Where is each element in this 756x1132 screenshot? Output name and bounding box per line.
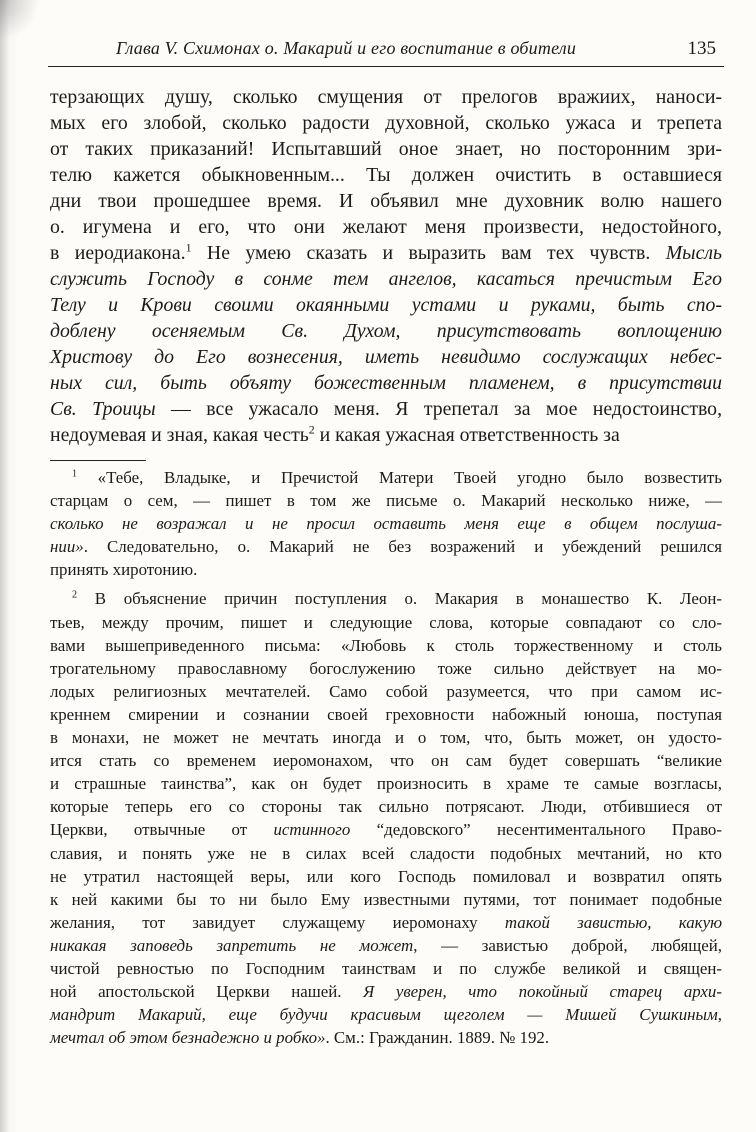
- text-run: . См.: Гражданин. 1889. № 192.: [325, 1028, 550, 1048]
- text-run: не утратил настоящей веры, или кого Господь помиловал и возвратил опять: [50, 866, 722, 886]
- text-run: дни твои прошедшее время. И объявил мне духовник волю нашего: [50, 190, 722, 212]
- text-run: “дедовского” несентиментального Право-: [350, 820, 722, 840]
- text-run: и страшные таинства”, как он будет произносить в храме те самые возгласы,: [50, 774, 722, 794]
- footnote-line: [50, 634, 722, 657]
- footnote-line: [50, 489, 722, 512]
- body-text-line: [50, 188, 722, 214]
- body-text-line: [50, 344, 722, 370]
- text-run: в иеродиакона.: [50, 242, 186, 264]
- footnote-line: [50, 512, 722, 535]
- text-run: истинного: [273, 820, 351, 840]
- text-run: Церкви, отвычные от: [50, 820, 274, 840]
- body-text-line: [50, 266, 722, 292]
- body-text-line: [50, 110, 722, 136]
- text-run: желания, тот завидует служащему иеромонаху: [50, 912, 505, 932]
- body-text-line: [50, 240, 722, 266]
- text-run: ных сил, быть объяту божественным пламенем, в присутствии: [50, 372, 722, 394]
- text-run: служить Господу в сонме тем ангелов, касаться пречистым Его: [50, 268, 722, 290]
- footnote-line: [50, 1026, 722, 1049]
- body-text-line: [50, 318, 722, 344]
- body-text-line: [50, 422, 722, 448]
- text-run: принять хиротонию.: [50, 560, 198, 580]
- text-run: чистой ревностью по Господним таинствам и по службе великой и священ-: [50, 958, 722, 978]
- footnote-marker: 1: [185, 240, 192, 255]
- footnote-line: [50, 888, 722, 911]
- footnote-1: [50, 466, 722, 581]
- footnote-line: [50, 911, 722, 934]
- footnote-2: [50, 587, 722, 1049]
- text-run: . Следовательно, о. Макарий не без возражений и убеждений решился: [83, 537, 722, 557]
- text-run: никакая заповедь запретить не может: [50, 935, 414, 955]
- text-run: тьев, между прочим, пишет и следующие слова, которые совпадают со сло-: [50, 612, 722, 632]
- text-run: Мысль: [665, 242, 722, 264]
- text-run: Не умею сказать и выразить вам тех чувств.: [191, 242, 666, 264]
- footnote-line: [50, 934, 722, 957]
- scan-edge-shadow: [0, 0, 18, 1132]
- footnote-line: [50, 680, 722, 703]
- footnote-line: [50, 558, 722, 581]
- text-run: Св. Троицы: [50, 398, 156, 420]
- body-text-line: [50, 84, 722, 110]
- footnote-line: [50, 842, 722, 865]
- text-run: нии»: [50, 537, 84, 557]
- body-text-line: [50, 162, 722, 188]
- text-run: Я уверен, что покойный старец архи-: [363, 982, 722, 1002]
- text-run: сколько не возражал и не просил оставить меня еще в общем послуша-: [50, 514, 722, 534]
- body-text-line: [50, 214, 722, 240]
- body-text-line: [50, 136, 722, 162]
- text-run: старцам о сем, — пишет в том же письме о. Макарий несколько ниже, —: [50, 491, 722, 511]
- body-text-line: [50, 370, 722, 396]
- text-run: — все ужасало меня. Я трепетал за мое недостоинство,: [155, 398, 723, 420]
- text-run: и какая ужасная ответственность за: [314, 424, 620, 446]
- footnote-line: [50, 795, 722, 818]
- footnote-line: [50, 772, 722, 795]
- footnote-line: [50, 703, 722, 726]
- text-run: о. игумена и его, что они желают меня произвести, недостойного,: [50, 216, 722, 238]
- text-run: от таких приказаний! Испытавший оное знает, но посторонним зри-: [50, 138, 722, 160]
- footnote-line: [50, 865, 722, 888]
- footnote-line: [50, 1003, 722, 1026]
- text-run: мандрит Макарий, еще будучи красивым щеголем — Мишей Сушкиным,: [50, 1005, 722, 1025]
- text-run: креннем смирении и сознании своей греховности набожный юноша, поступая: [50, 704, 722, 724]
- footnote-marker: 2: [308, 422, 315, 437]
- body-text-line: [50, 396, 722, 422]
- text-run: мых его злобой, сколько радости духовной, сколько ужаса и трепета: [50, 112, 722, 134]
- text-run: лодых религиозных мечтателей. Само собой разумеется, что при самом ис-: [50, 681, 722, 701]
- footnote-line: [50, 657, 722, 680]
- text-run: вами вышеприведенного письма: «Любовь к столь торжественному и столь: [50, 635, 722, 655]
- text-run: «Тебе, Владыке, и Пречистой Матери Твоей угодно было возвестить: [77, 468, 722, 487]
- text-run: телю кажется обыкновенным... Ты должен очистить в оставшиеся: [50, 164, 722, 186]
- text-run: ится стать со временем иеромонахом, что он сам будет совершать “великие: [50, 751, 722, 771]
- footnote-separator: [50, 460, 146, 461]
- text-run: доблену осеняемым Св. Духом, присутствовать воплощению: [50, 320, 722, 342]
- footnote-line: [50, 535, 722, 558]
- footnote-line: [50, 749, 722, 772]
- main-text-block: [50, 84, 722, 448]
- footnotes-block: [50, 466, 722, 1049]
- running-head: Глава V. Схимонах о. Макарий и его воспитание в обители: [116, 38, 577, 58]
- text-run: трогательному православному богослужению тоже сильно действует на мо-: [50, 658, 722, 678]
- page-number: 135: [687, 38, 716, 59]
- text-run: терзающих душу, сколько смущения от прелогов вражиих, наноси-: [50, 86, 722, 108]
- footnote-line: [50, 980, 722, 1003]
- text-run: к ней какими бы то ни было Ему известными путями, тот понимает подобные: [50, 889, 722, 909]
- text-run: Телу и Крови своими окаянными устами и руками, быть спо-: [50, 294, 722, 316]
- text-run: такой завистью, какую: [504, 912, 722, 932]
- text-run: мечтал об этом безнадежно и робко»: [50, 1028, 326, 1048]
- text-run: которые теперь его со стороны так сильно потрясают. Люди, отбившиеся от: [50, 797, 722, 817]
- footnote-line: [50, 818, 722, 841]
- text-run: Христову до Его вознесения, иметь невидимо сослужащих небес-: [50, 346, 722, 368]
- text-run: славия, и понять уже не в силах всей сладости подобных мечтаний, но кто: [50, 843, 722, 863]
- footnote-line: [50, 957, 722, 980]
- body-text-line: [50, 292, 722, 318]
- footnote-line: [50, 466, 722, 489]
- text-run: недоумевая и зная, какая честь: [50, 424, 309, 446]
- text-run: В объяснение причин поступления о. Макария в монашество К. Леон-: [77, 589, 722, 609]
- footnote-line: [50, 726, 722, 749]
- page-header: [48, 36, 724, 67]
- text-run: , — завистью доброй, любящей,: [413, 935, 722, 955]
- scan-corner-shadow: [0, 0, 40, 40]
- text-run: ной апостольской Церкви нашей.: [50, 982, 364, 1002]
- footnote-marker: 1: [72, 468, 78, 480]
- text-run: в монахи, не может не мечтать иногда и о том, что, быть может, он удосто-: [50, 728, 722, 748]
- footnote-line: [50, 587, 722, 610]
- footnote-marker: 2: [72, 589, 78, 601]
- footnote-line: [50, 611, 722, 634]
